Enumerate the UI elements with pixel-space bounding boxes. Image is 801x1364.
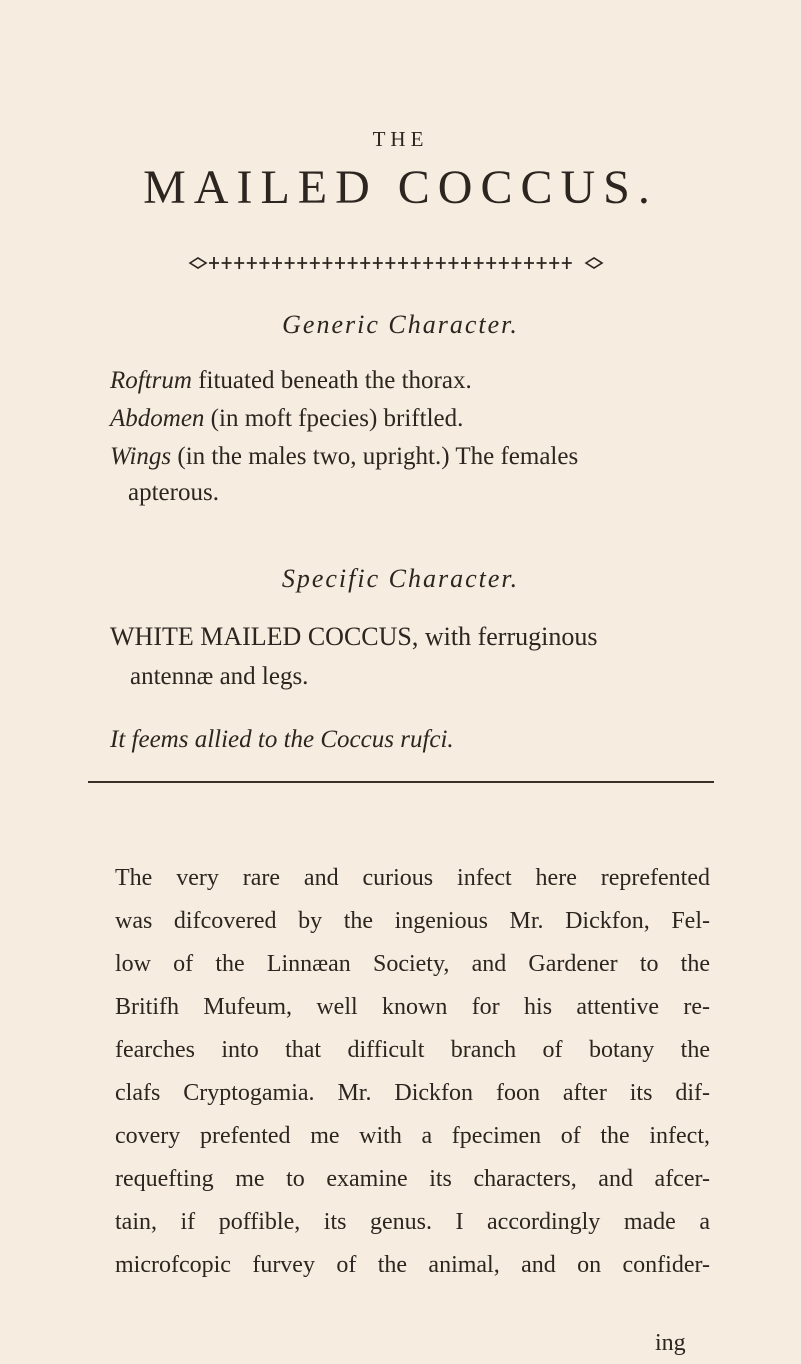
catchword: ing xyxy=(655,1330,686,1356)
body-line: Britifh Mufeum, well known for his attentive re- xyxy=(115,994,710,1020)
generic-line-apterous xyxy=(128,476,219,510)
specific-line-1: WHITE MAILED COCCUS, with ferruginous xyxy=(110,622,598,651)
generic-line-wings xyxy=(110,440,578,474)
body-line: The very rare and curious infect here reprefented xyxy=(115,865,710,891)
line-text: fituated beneath the thorax. xyxy=(191,367,472,394)
page-title: MAILED COCCUS. xyxy=(143,161,658,214)
ornamental-rule xyxy=(188,252,604,274)
specific-character-heading: Specific Character. xyxy=(281,564,520,593)
body-line: tain, if poffible, its genus. I accordingly made a xyxy=(115,1209,710,1235)
body-line: clafs Cryptogamia. Mr. Dickfon foon after its dif- xyxy=(115,1080,710,1106)
body-line: low of the Linnæan Society, and Gardener to the xyxy=(115,951,710,977)
term-wings: Wings xyxy=(110,443,172,470)
line-text: (in moft fpecies) briftled. xyxy=(204,405,464,432)
body-line: microfcopic furvey of the animal, and on confider- xyxy=(115,1252,710,1278)
term-abdomen: Abdomen xyxy=(110,405,205,432)
section-divider xyxy=(88,781,714,783)
header-the: THE xyxy=(372,127,429,151)
body-line: requefting me to examine its characters, and afcer- xyxy=(115,1166,710,1192)
specific-line-2: antennæ and legs. xyxy=(130,663,309,690)
line-text: apterous. xyxy=(128,479,219,506)
line-text: (in the males two, upright.) The females xyxy=(171,443,579,470)
body-line: fearches into that difficult branch of botany the xyxy=(115,1037,710,1063)
term-rostrum: Roftrum xyxy=(110,367,192,394)
generic-character-heading: Generic Character. xyxy=(282,310,519,339)
body-line: covery prefented me with a fpecimen of the infect, xyxy=(115,1123,710,1149)
specific-note: It feems allied to the Coccus rufci. xyxy=(110,726,454,753)
generic-line-abdomen xyxy=(110,402,463,436)
generic-line-rostrum xyxy=(110,364,472,398)
body-line: was difcovered by the ingenious Mr. Dickfon, Fel- xyxy=(115,908,710,934)
